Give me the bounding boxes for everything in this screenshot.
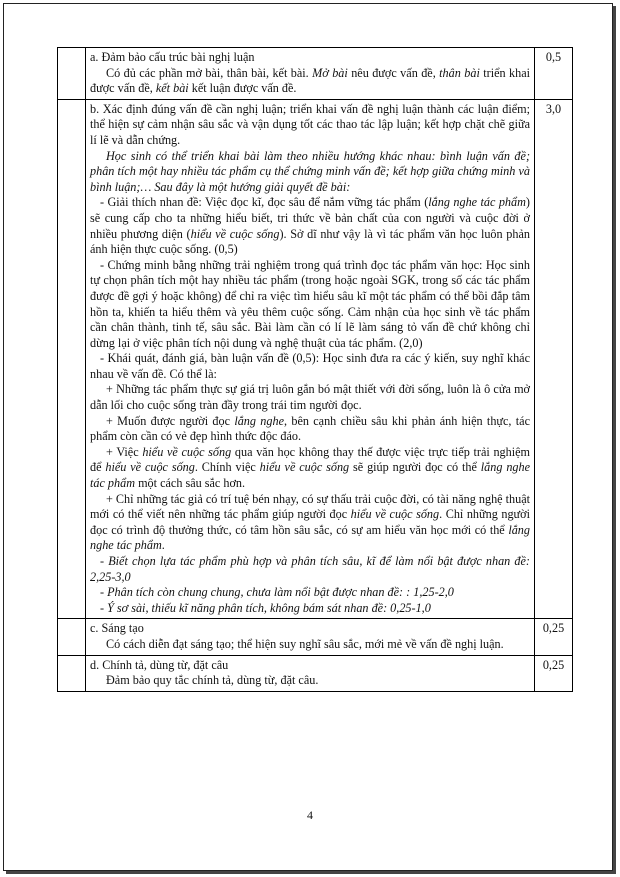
score-cell: 3,0 bbox=[535, 99, 573, 619]
opinion-2: + Muốn được người đọc lắng nghe, bên cạnh chiều sâu khi phản ánh hiện thực, tác phẩm còn cần có vẻ đẹp hình thức độc đáo. bbox=[90, 413, 530, 444]
empty-cell bbox=[58, 48, 86, 100]
criterion-cell bbox=[86, 99, 535, 619]
criterion-text: Có cách diễn đạt sáng tạo; thể hiện suy nghĩ sâu sắc, mới mẻ về vấn đề nghị luận. bbox=[106, 636, 504, 651]
score-cell: 0,25 bbox=[535, 619, 573, 655]
score-cell: 0,25 bbox=[535, 655, 573, 691]
criterion-title: c. Sáng tạo bbox=[90, 621, 144, 636]
approach-note: Học sinh có thể triển khai bài làm theo nhiều hướng khác nhau: bình luận vấn đề; phân tích một hay nhiều tác phẩm cụ thể chứng minh vấn đề; kết hợp giữa chứng minh và bình luận;… Sau đây là một hướng giải quyết đề bài: bbox=[90, 148, 530, 194]
empty-cell bbox=[58, 655, 86, 691]
opinion-4: + Chỉ những tác giả có trí tuệ bén nhạy, có sự thấu trải cuộc đời, có tài năng nghệ thuật mới có thể viết nên những tác phẩm giúp người đọc hiểu về cuộc sống. Chỉ những người đọc có trình độ thưởng thức, có tâm hồn sâu sắc, có sự am hiểu văn học mới có thể lắng nghe tác phẩm. bbox=[90, 491, 530, 553]
criterion-title: d. Chính tả, dùng từ, đặt câu bbox=[90, 657, 229, 672]
row-d bbox=[58, 655, 573, 691]
prove-point: - Chứng minh bằng những trải nghiệm trong quá trình đọc tác phẩm văn học: Học sinh tự chọn phân tích một hay nhiều tác phẩm (trong hoặc ngoài SGK, trong số các tác phẩm được đề gợi ý hoặc không) để chỉ ra việc tìm hiểu sâu kĩ một tác phẩm có thể bồi đắp tâm hồn ta, khiến ta hiểu thêm và yêu thêm cuộc sống. Cảm nhận của học sinh về tác phẩm cần chân thành, tinh tế, sâu sắc. Bài làm cần có lí lẽ làm sáng tỏ vấn đề chứ không chỉ dừng lại ở việc phân tích nội dung và nghệ thuật của tác phẩm. (2,0) bbox=[90, 257, 530, 350]
row-a bbox=[58, 48, 573, 100]
row-b bbox=[58, 99, 573, 619]
criterion-title: b. Xác định đúng vấn đề cần nghị luận; triển khai vấn đề nghị luận thành các luận điểm; thể hiện sự cảm nhận sâu sắc và vận dụng tốt các thao tác lập luận; kết hợp chặt chẽ giữa lí lẽ và dẫn chứng. bbox=[90, 101, 530, 147]
opinion-1: + Những tác phẩm thực sự giá trị luôn gắn bó mật thiết với đời sống, luôn là ô cửa mở dẫn lối cho cuộc sống tràn đầy trong trái tim người đọc. bbox=[90, 382, 530, 413]
criterion-text: Có đủ các phần mở bài, thân bài, kết bài. Mở bài nêu được vấn đề, thân bài triển khai được vấn đề, kết bài kết luận được vấn đề. bbox=[90, 65, 530, 96]
score-cell: 0,5 bbox=[535, 48, 573, 100]
criterion-text: Đảm bảo quy tắc chính tả, dùng từ, đặt câu. bbox=[106, 673, 319, 688]
row-c bbox=[58, 619, 573, 655]
grading-2: - Phân tích còn chung chung, chưa làm nổi bật được nhan đề: : 1,25-2,0 bbox=[100, 585, 454, 600]
grading-1: - Biết chọn lựa tác phẩm phù hợp và phân tích sâu, kĩ để làm nổi bật được nhan đề: 2,25-3,0 bbox=[90, 554, 530, 584]
grading-3: - Ý sơ sài, thiếu kĩ năng phân tích, không bám sát nhan đề: 0,25-1,0 bbox=[100, 600, 431, 615]
general-point: - Khái quát, đánh giá, bàn luận vấn đề (0,5): Học sinh đưa ra các ý kiến, suy nghĩ khác nhau về vấn đề. Có thể là: bbox=[90, 351, 530, 381]
page-number: 4 bbox=[307, 808, 313, 822]
criterion-cell bbox=[86, 619, 535, 655]
criterion-cell bbox=[86, 655, 535, 691]
opinion-3: + Việc hiểu về cuộc sống qua văn học không thay thế được việc trực tiếp trải nghiệm để hiểu về cuộc sống. Chính việc hiểu về cuộc sống sẽ giúp người đọc có thể lắng nghe tác phẩm một cách sâu sắc hơn. bbox=[90, 444, 531, 491]
scoring-table bbox=[57, 47, 573, 692]
explain-title: - Giải thích nhan đề: Việc đọc kĩ, đọc sâu để nắm vững tác phẩm (lắng nghe tác phẩm) sẽ cung cấp cho ta những hiểu biết, tri thức về bản chất của con người và cuộc đời ở nhiều phương diện (hiểu về cuộc sống). Sở dĩ như vậy là vì tác phẩm văn học luôn phản ánh hiện thực cuộc sống. (0,5) bbox=[90, 195, 530, 257]
criterion-title: a. Đảm bảo cấu trúc bài nghị luận bbox=[90, 50, 255, 64]
criterion-cell bbox=[86, 48, 535, 100]
empty-cell bbox=[58, 619, 86, 655]
empty-cell bbox=[58, 99, 86, 619]
